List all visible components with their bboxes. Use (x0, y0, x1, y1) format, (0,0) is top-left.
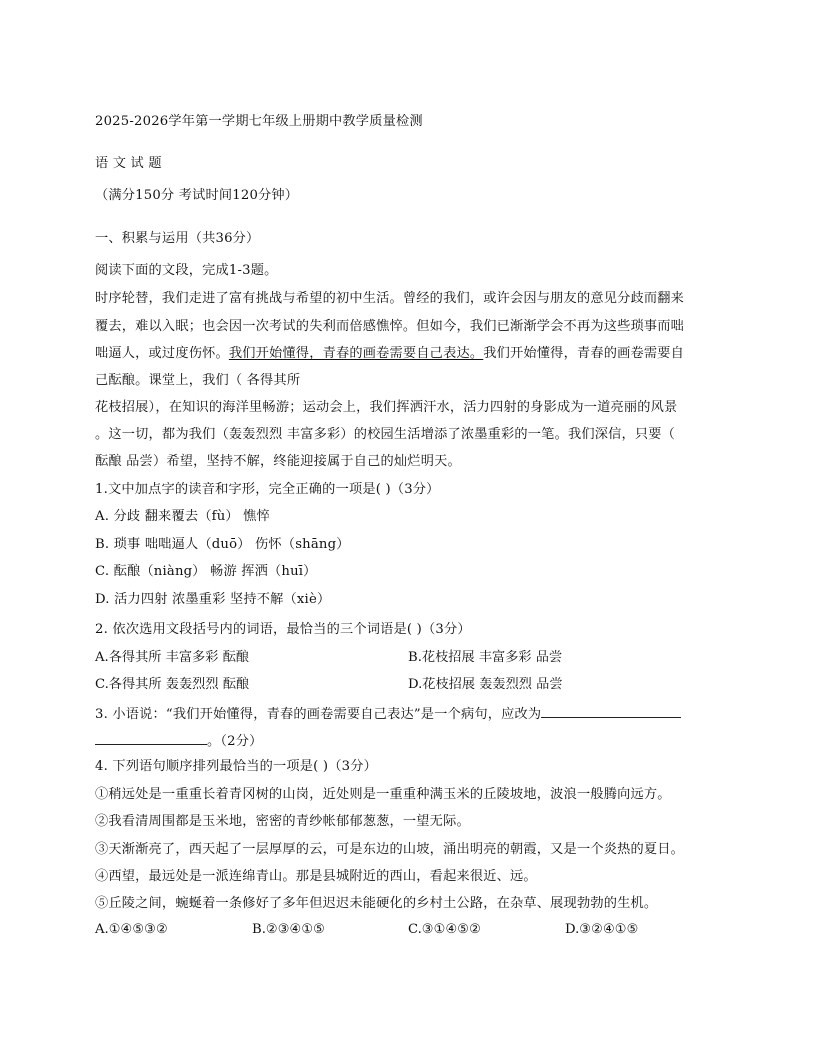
answer-blank[interactable] (95, 731, 207, 745)
passage-line: 己酝酿。课堂上，我们（ 各得其所 (95, 373, 301, 388)
question-2-stem: 2. 依次选用文段括号内的词语，最恰当的三个词语是( )（3分） (95, 622, 471, 637)
answer-blank[interactable] (541, 704, 681, 718)
q2-option-d: D.花枝招展 轰轰烈烈 品尝 (408, 677, 563, 692)
q4-sentence: ②我看清周围都是玉米地，密密的青纱帐郁郁葱葱，一望无际。 (95, 814, 470, 829)
question-1-stem: 1.文中加点字的读音和字形，完全正确的一项是( )（3分） (95, 482, 440, 497)
q4-sentence: ⑤丘陵之间，蜿蜒着一条修好了多年但迟迟未能硬化的乡村土公路，在杂草、展现勃勃的生机。 (95, 896, 658, 911)
question-3-stem: 3. 小语说：“我们开始懂得，青春的画卷需要自己表达”是一个病句，应改为 (95, 707, 542, 722)
underlined-sentence: 我们开始懂得，青春的画卷需要自己表达。 (228, 346, 484, 361)
q4-sentence: ③天渐渐亮了，西天起了一层厚厚的云，可是东边的山坡，涌出明亮的朝霞，又是一个炎热的夏日。 (95, 842, 685, 857)
score-time-note: （满分150分 考试时间120分钟） (95, 188, 299, 203)
q4-option-b: B.②③④①⑤ (252, 922, 325, 937)
exam-title: 2025-2026学年第一学期七年级上册期中教学质量检测 (95, 114, 423, 129)
q4-option-d: D.③②④①⑤ (565, 922, 639, 937)
question-4-stem: 4. 下列语句顺序排列最恰当的一项是( )（3分） (95, 759, 378, 774)
q4-option-c: C.③①④⑤② (408, 922, 481, 937)
passage-intro: 阅读下面的文段，完成1-3题。 (95, 263, 278, 278)
passage-line: 。这一切，都为我们（轰轰烈烈 丰富多彩）的校园生活增添了浓墨重彩的一笔。我们深信，只要（ (95, 427, 676, 442)
q1-option-c: C. 酝酿（niàng） 畅游 挥洒（huī） (95, 564, 317, 579)
q2-option-a: A.各得其所 丰富多彩 酝酿 (95, 650, 249, 665)
passage-line: 覆去，难以入眠；也会因一次考试的失利而倍感憔悴。但如今，我们已渐渐学会不再为这些琐事而咄 (95, 319, 685, 334)
q2-option-b: B.花枝招展 丰富多彩 品尝 (408, 650, 563, 665)
passage-line: 时序轮替，我们走进了富有挑战与希望的初中生活。曾经的我们，或许会因与朋友的意见分歧而翻来 (95, 291, 685, 306)
q4-option-a: A.①④⑤③② (95, 922, 168, 937)
question-3-line2 (95, 731, 263, 751)
question-3-tail: 。（2分） (207, 734, 263, 749)
section-heading: 一、积累与运用（共36分） (95, 231, 260, 246)
passage-text: 咄逼人，或过度伤怀。 (95, 346, 229, 361)
q4-sentence: ④西望，最远处是一派连绵青山。那是县城附近的西山，看起来很近、远。 (95, 869, 537, 884)
subject-title: 语 文 试 题 (95, 156, 162, 171)
passage-line: 花枝招展），在知识的海洋里畅游；运动会上，我们挥洒汗水，活力四射的身影成为一道亮丽的风景 (95, 400, 678, 415)
q1-option-d: D. 活力四射 浓墨重彩 坚持不解（xiè） (95, 592, 331, 607)
question-3-line (95, 704, 681, 724)
passage-line (95, 345, 684, 363)
q1-option-b: B. 琐事 咄咄逼人（duō） 伤怀（shāng） (95, 537, 350, 552)
passage-text: 我们开始懂得，青春的画卷需要自 (483, 346, 685, 361)
q1-option-a: A. 分歧 翻来覆去（fù） 憔悴 (95, 509, 270, 524)
passage-line: 酝酿 品尝）希望，坚持不解，终能迎接属于自己的灿烂明天。 (95, 454, 461, 469)
q4-sentence: ①稍远处是一重重长着青冈树的山岗，近处则是一重重种满玉米的丘陵坡地，波浪一般腾向远方。 (95, 787, 671, 802)
q2-option-c: C.各得其所 轰轰烈烈 酝酿 (95, 677, 250, 692)
